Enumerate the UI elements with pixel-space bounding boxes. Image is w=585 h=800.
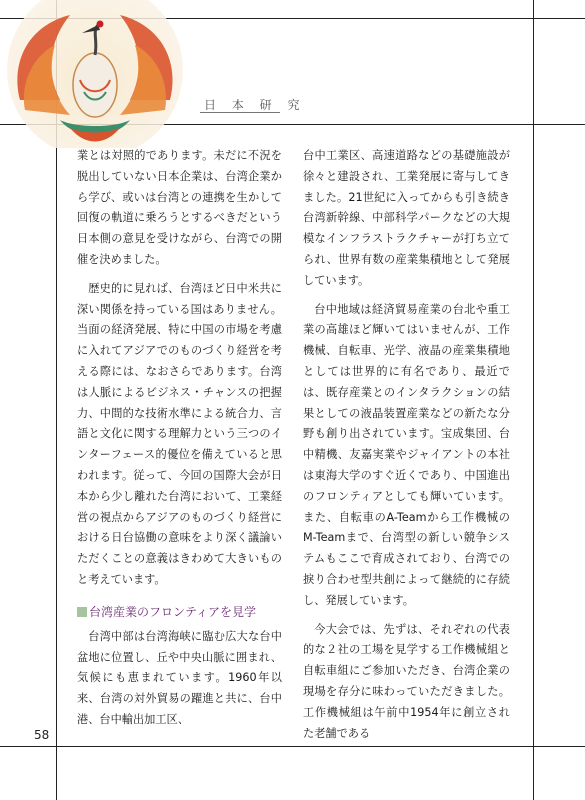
crop-line-bottom: [0, 746, 585, 747]
right-paragraph: 台中工業区、高速道路などの基礎施設が徐々と建設され、工業発展に寄与してきました。21世紀に入ってからも引き続き台湾新幹線、中部科学パークなどの大規模なインフラストラクチャーが打ち立てられ、世界有数の産業集積地として発展しています。: [303, 149, 510, 287]
page-number: 58: [34, 728, 50, 742]
crane-emblem-logo: [0, 0, 200, 148]
crop-line-right: [533, 0, 534, 800]
section-heading: [77, 603, 282, 621]
left-paragraph: 業とは対照的であります。未だに不況を脱出していない日本企業は、台湾企業から学び、或いは台湾との連携を生かして回復の軌道に乗ろうとするべきだという日本側の意見を受けながら、台湾での開催を決めました。: [77, 149, 282, 266]
left-paragraph: 台湾中部は台湾海峡に臨む広大な台中盆地に位置し、丘や中央山脈に囲まれ、気候にも恵まれています。1960年以来、台湾の対外貿易の躍進と共に、台中港、台中輸出加工区、: [77, 629, 282, 726]
left-column: [77, 146, 282, 731]
heading-marker-icon: [77, 607, 87, 617]
header-rule: [200, 112, 280, 113]
right-column: [303, 146, 510, 744]
section-header-label: 日 本 研 究: [204, 98, 306, 112]
right-paragraph: 今大会では、先ずは、それぞれの代表的な２社の工場を見学する工作機械組と自転車組にご参加いただき、台湾企業の現場を存分に味わっていただきました。工作機械組は午前中1954年に創立された老舗である: [303, 622, 510, 740]
right-paragraph: 台中地域は経済貿易産業の台北や重工業の高雄ほど輝いてはいませんが、工作機械、自転車、光学、液晶の産業集積地としては世界的に有名であり、最近では、既存産業とのインタラクションの結果としての液晶装置産業などの新たな分野も創り出されています。宝成集団、台中精機、友嘉実業やジャイアントの本社は東海大学のすぐ近くであり、中国進出のフロンティアとしても輝いています。また、自転車のA-Teamから工作機械のM-Teamまで、台湾型の新しい競争システムもここで育成されており、台湾での捩り合わせ型共創によって継続的に存続し、発展しています。: [303, 302, 510, 607]
section-heading-text: 台湾産業のフロンティアを見学: [89, 604, 257, 619]
left-paragraph: 歴史的に見れば、台湾ほど日中米共に深い関係を持っている国はありません。当面の経済発展、特に中国の市場を考慮に入れてアジアでのものづくり経営を考える際には、なおさらであります。台湾は人脈によるビジネス・チャンスの把握力、中間的な技術水準による統合力、言語と文化に関する理解力という三つのインターフェース的優位を備えていると思われます。従って、今回の国際大会が日本から少し離れた台湾において、工業経営の視点からアジアのものづくり経営における日台協働の意味をより深く議論いただくことの意義はきわめて大きいものと考えています。: [77, 281, 282, 586]
